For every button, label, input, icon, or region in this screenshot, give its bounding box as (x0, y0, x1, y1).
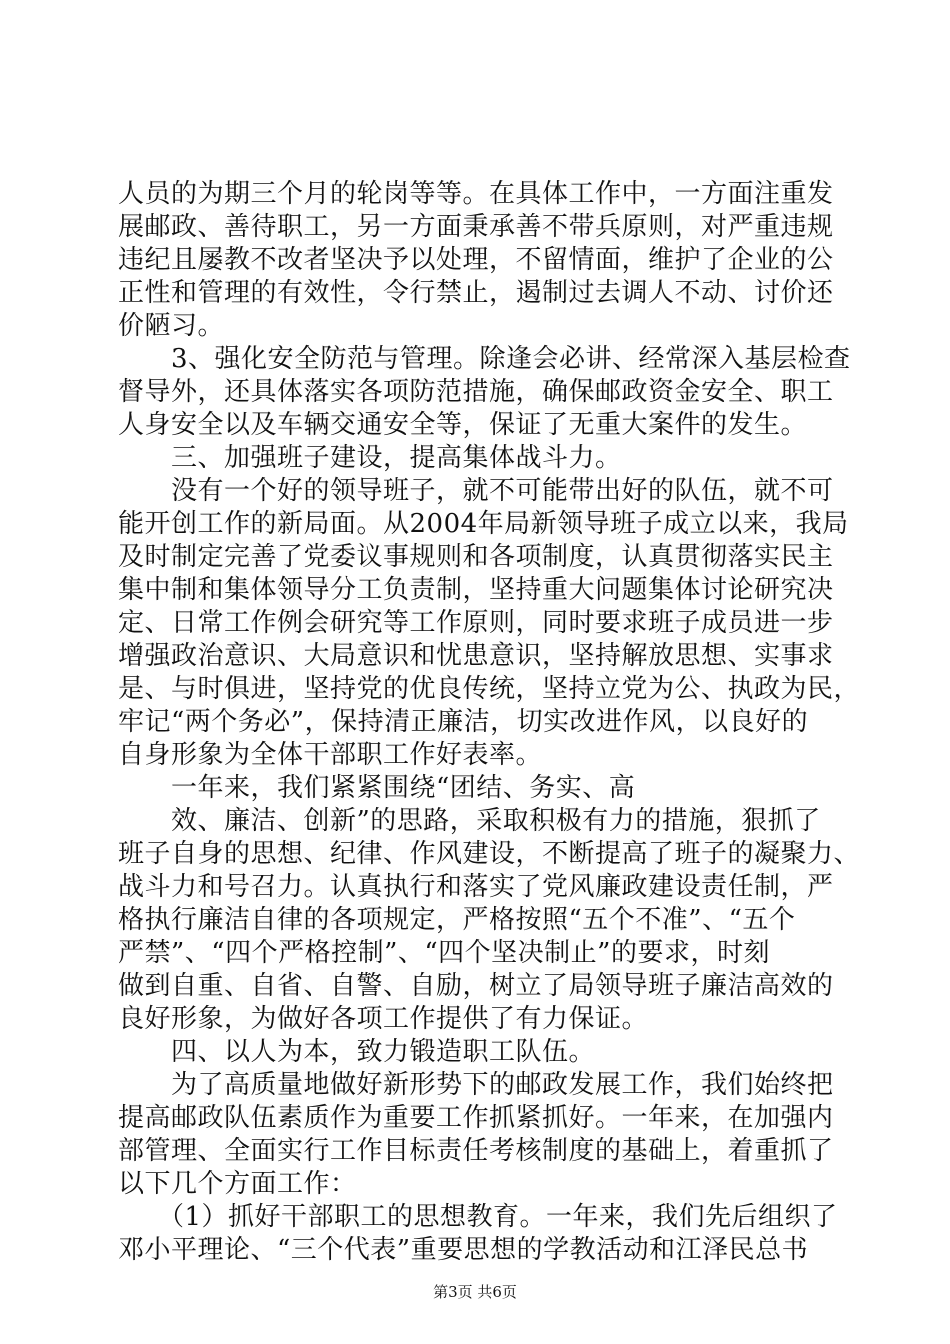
text-line: 没有一个好的领导班子，就不可能带出好的队伍，就不可 (118, 476, 834, 506)
text-line: 战斗力和号召力。认真执行和落实了党风廉政建设责任制，严 (118, 872, 834, 902)
text-line: 是、与时俱进，坚持党的优良传统，坚持立党为公、执政为民， (118, 674, 861, 704)
text-line: 以下几个方面工作： (118, 1169, 357, 1199)
text-line: 效、廉洁、创新”的思路，采取积极有力的措施，狠抓了 (118, 806, 821, 836)
text-line: 牢记“两个务必”，保持清正廉洁，切实改进作风，以良好的 (118, 707, 809, 737)
text-line: 良好形象，为做好各项工作提供了有力保证。 (118, 1004, 649, 1034)
text-line: 班子自身的思想、纪律、作风建设，不断提高了班子的凝聚力、 (118, 839, 861, 869)
text-line: 人员的为期三个月的轮岗等等。在具体工作中，一方面注重发 (118, 179, 834, 209)
text-line: 严禁”、“四个严格控制”、“四个坚决制止”的要求，时刻 (118, 938, 770, 968)
text-line: 督导外，还具体落实各项防范措施，确保邮政资金安全、职工 (118, 377, 834, 407)
text-line: 及时制定完善了党委议事规则和各项制度，认真贯彻落实民主 (118, 542, 834, 572)
text-line: 人身安全以及车辆交通安全等，保证了无重大案件的发生。 (118, 410, 808, 440)
text-line: 3、强化安全防范与管理。除逢会必讲、经常深入基层检查 (118, 344, 851, 374)
text-line: 价陋习。 (118, 311, 225, 341)
text-line: 展邮政、善待职工，另一方面秉承善不带兵原则，对严重违规 (118, 212, 834, 242)
text-line: 为了高质量地做好新形势下的邮政发展工作，我们始终把 (118, 1070, 834, 1100)
text-line: 部管理、全面实行工作目标责任考核制度的基础上，着重抓了 (118, 1136, 834, 1166)
text-line: 提高邮政队伍素质作为重要工作抓紧抓好。一年来，在加强内 (118, 1103, 834, 1133)
text-line: 自身形象为全体干部职工作好表率。 (118, 740, 543, 770)
page-footer: 第3页 共6页 (433, 1283, 517, 1301)
text-line: 格执行廉洁自律的各项规定，严格按照“五个不准”、“五个 (118, 905, 796, 935)
text-line: 能开创工作的新局面。从2004年局新领导班子成立以来，我局 (118, 509, 849, 539)
text-line: 做到自重、自省、自警、自励，树立了局领导班子廉洁高效的 (118, 971, 834, 1001)
text-line: 增强政治意识、大局意识和忧患意识，坚持解放思想、实事求 (118, 641, 834, 671)
text-line: 一年来，我们紧紧围绕“团结、务实、高 (118, 773, 636, 803)
text-line: 邓小平理论、“三个代表”重要思想的学教活动和江泽民总书 (118, 1235, 809, 1265)
text-line: 定、日常工作例会研究等工作原则，同时要求班子成员进一步 (118, 608, 834, 638)
section-heading: 四、以人为本，致力锻造职工队伍。 (118, 1037, 596, 1067)
section-heading: 三、加强班子建设，提高集体战斗力。 (118, 443, 622, 473)
text-line: 集中制和集体领导分工负责制，坚持重大问题集体讨论研究决 (118, 575, 834, 605)
text-line: 正性和管理的有效性，令行禁止，遏制过去调人不动、讨价还 (118, 278, 834, 308)
text-line: （1）抓好干部职工的思想教育。一年来，我们先后组织了 (118, 1202, 838, 1232)
text-line: 违纪且屡教不改者坚决予以处理，不留情面，维护了企业的公 (118, 245, 834, 275)
